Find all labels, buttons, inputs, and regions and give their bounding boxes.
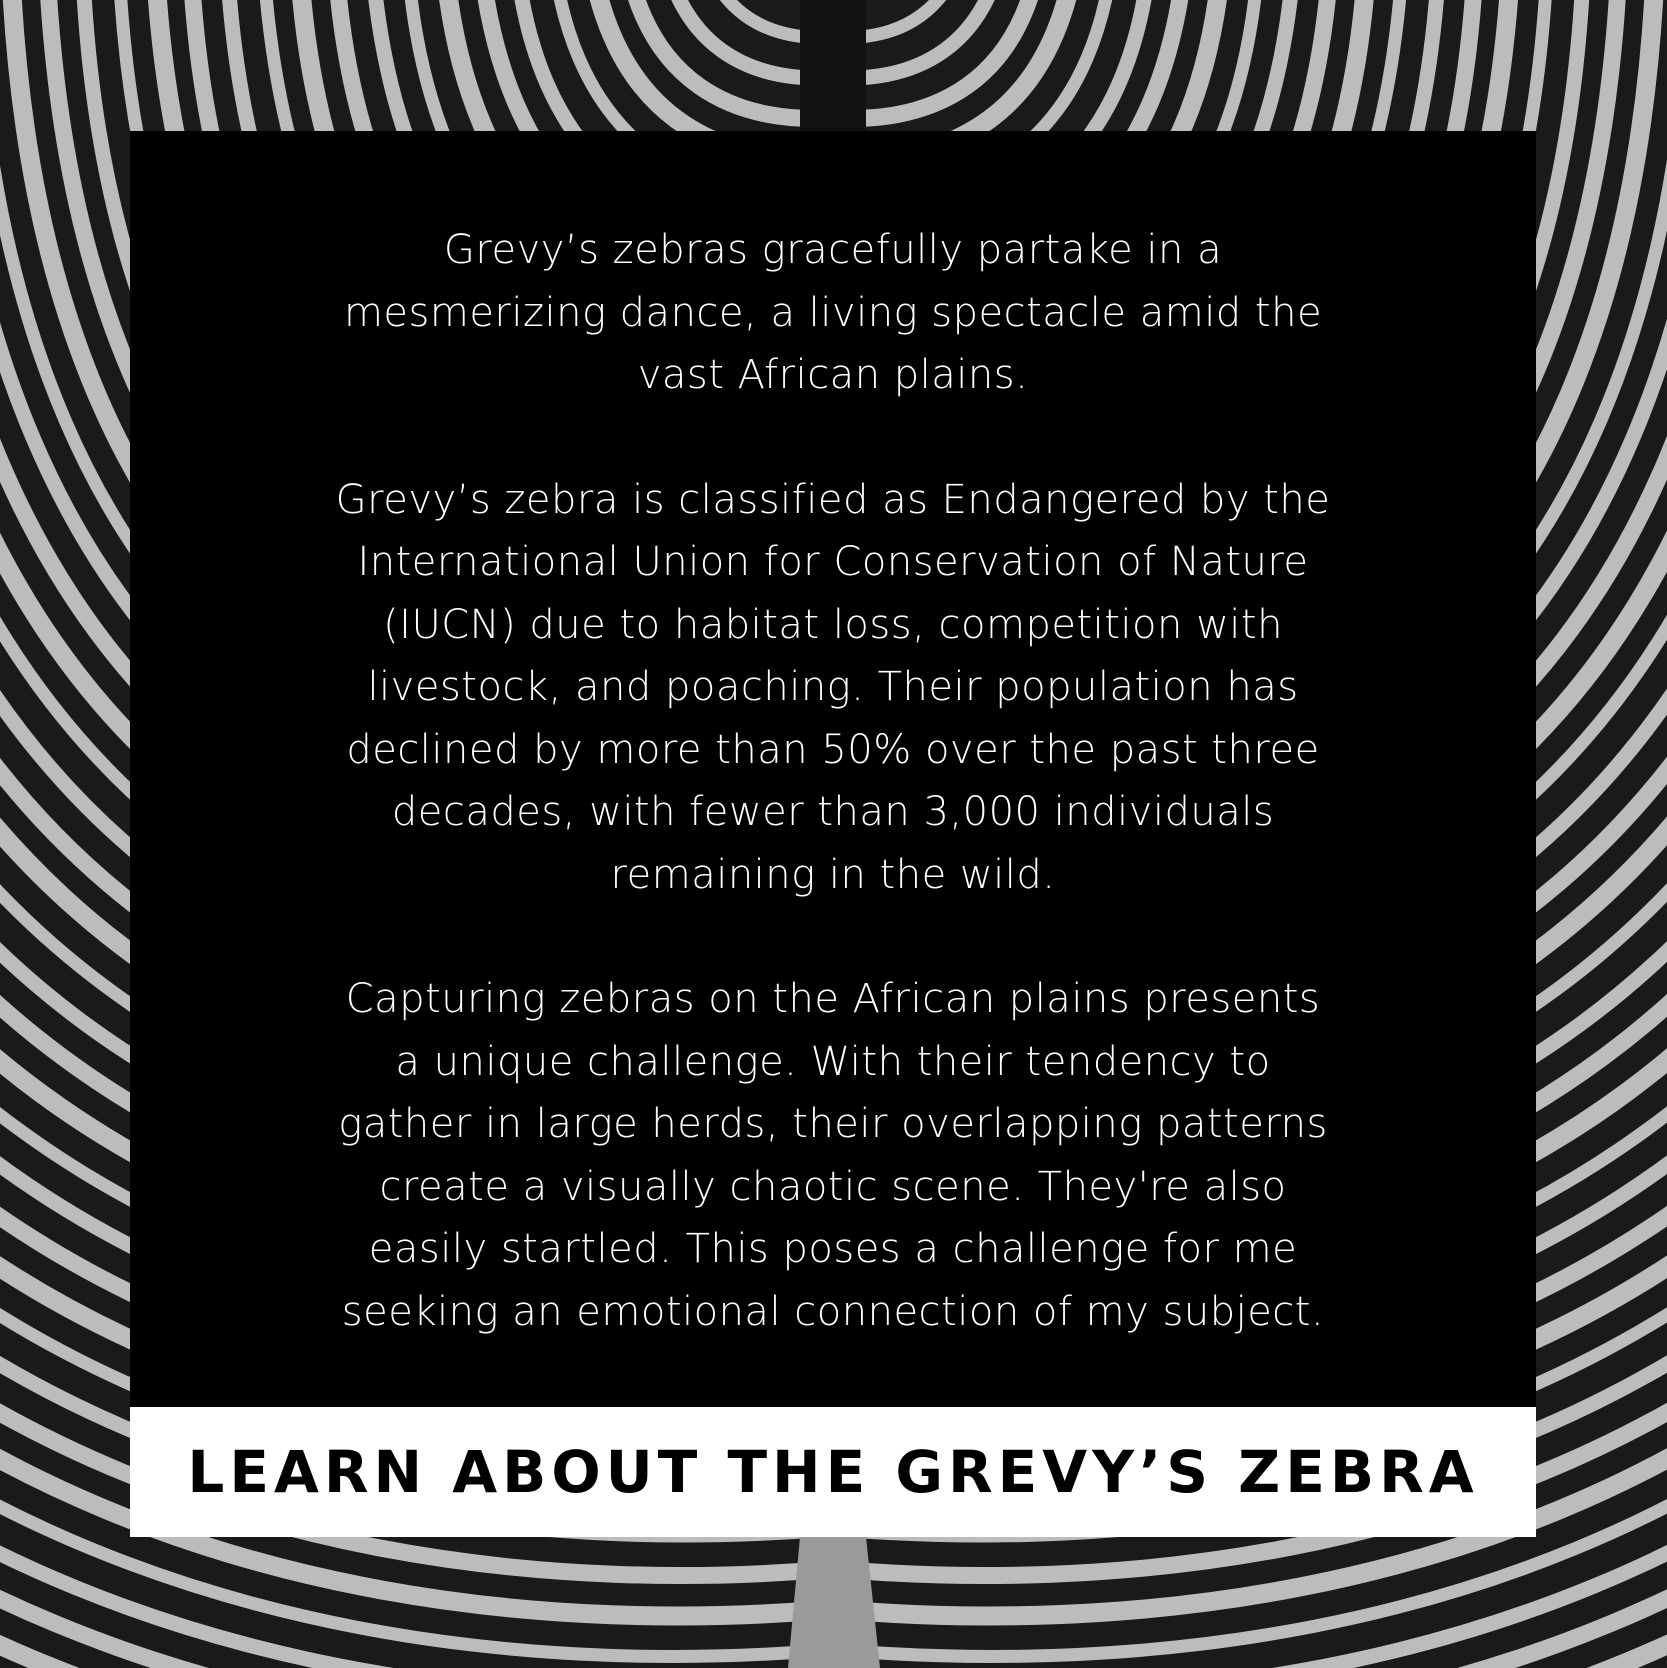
- text-line: Grevy’s zebras gracefully partake in a: [443, 227, 1223, 273]
- text-line: create a visually chaotic scene. They're also: [379, 1163, 1287, 1210]
- paragraph-intro: [280, 219, 1386, 407]
- zebra-tail: [788, 1537, 880, 1668]
- text-line: easily startled. This poses a challenge for me: [368, 1226, 1298, 1272]
- text-line: Capturing zebras on the African plains presents: [345, 976, 1321, 1022]
- text-line: decades, with fewer than 3,000 individuals: [391, 789, 1275, 835]
- article-text: [280, 219, 1386, 1343]
- text-line: remaining in the wild.: [610, 851, 1056, 898]
- text-line: vast African plains.: [637, 352, 1029, 398]
- text-line: seeking an emotional connection of my subject.: [341, 1288, 1325, 1335]
- learn-more-label: LEARN ABOUT THE GREVY’S ZEBRA: [187, 1438, 1479, 1506]
- learn-more-button[interactable]: [130, 1407, 1536, 1537]
- paragraph-conservation-status: [280, 469, 1386, 907]
- text-panel: [130, 131, 1536, 1407]
- text-line: a unique challenge. With their tendency to: [395, 1038, 1271, 1085]
- zebra-dorsal-stripe: [800, 0, 866, 135]
- text-line: declined by more than 50% over the past three: [346, 726, 1320, 773]
- text-line: International Union for Conservation of Nature: [357, 539, 1309, 585]
- text-line: livestock, and poaching. Their population has: [367, 664, 1299, 710]
- paragraph-photography-challenge: [280, 968, 1386, 1343]
- text-line: mesmerizing dance, a living spectacle amid the: [343, 289, 1323, 336]
- text-line: gather in large herds, their overlapping patterns: [338, 1101, 1328, 1147]
- text-line: (IUCN) due to habitat loss, competition with: [383, 601, 1283, 648]
- text-line: Grevy’s zebra is classified as Endangered by the: [335, 476, 1331, 523]
